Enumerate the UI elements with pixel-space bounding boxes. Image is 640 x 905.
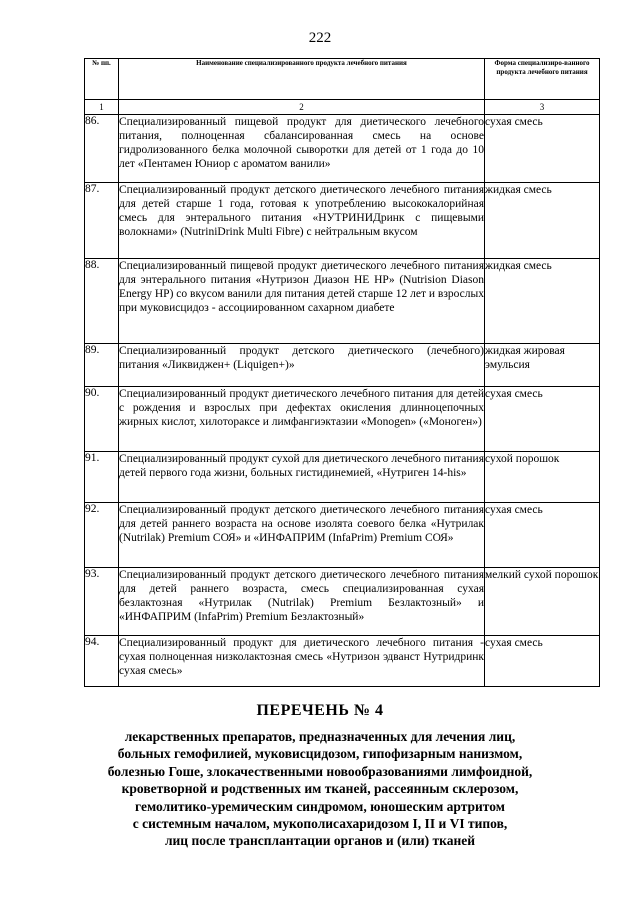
row-number: 91. — [85, 452, 119, 503]
product-form: жидкая смесь — [485, 183, 600, 259]
subtitle-line: болезнью Гоше, злокачественными новообразованиями лимфоидной, — [107, 763, 533, 779]
product-form: сухая смесь — [485, 503, 600, 568]
product-name: Специализированный пищевой продукт диетического лечебного питания для энтерального питания «Нутризон Диазон НЕ HP» (Nutrision Diason Energy HP) со вкусом ванили для питания детей старше 12 лет и взрослых при муковисцидоз - ассоциированном сахарном диабете — [119, 259, 485, 344]
column-number: 3 — [485, 100, 600, 115]
row-number: 93. — [85, 568, 119, 636]
subtitle-line: лиц после трансплантации органов и (или) тканей — [164, 833, 476, 849]
product-name: Специализированный продукт детского диетического (лечебного) питания «Ликвиджен+ (Liquigen+)» — [119, 344, 485, 387]
subtitle-line: гемолитико-уремическим синдромом, юношеским артритом — [135, 798, 505, 814]
row-number: 90. — [85, 387, 119, 452]
subtitle-line: кроветворной и родственных им тканей, рассеянным склерозом, — [121, 781, 519, 797]
header-form: Форма специализиро-ванного продукта лечебного питания — [485, 59, 600, 100]
row-number: 87. — [85, 183, 119, 259]
product-name: Специализированный продукт сухой для диетического лечебного питания детей первого года жизни, больных гистидинемией, «Нутриген 14-his» — [119, 452, 485, 503]
subtitle-line: с системным началом, мукополисахаридозом I, II и VI типов, — [132, 816, 508, 832]
subtitle-line: лекарственных препаратов, предназначенных для лечения лиц, — [124, 729, 516, 744]
row-number: 88. — [85, 259, 119, 344]
table-row — [85, 452, 600, 503]
product-name: Специализированный пищевой продукт для диетического лечебного питания, полноценная сбалансированная смесь на основе гидролизованного белка молочной сыворотки для детей от 1 года до 10 лет «Пентамен Юниор с ароматом ванили» — [119, 115, 485, 183]
product-name: Специализированный продукт детского диетического лечебного питания для детей раннего возраста на основе изолята соевого белка «Нутрилак (Nutrilak) Premium СОЯ» и «ИНФАПРИМ (InfaPrim) Premium СОЯ» — [119, 503, 485, 568]
table-row — [85, 259, 600, 344]
column-number: 2 — [119, 100, 485, 115]
product-form: сухая смесь — [485, 636, 600, 687]
table-row — [85, 183, 600, 259]
product-form: мелкий сухой порошок — [485, 568, 600, 636]
column-numbers-row — [85, 100, 600, 115]
row-number: 89. — [85, 344, 119, 387]
row-number: 92. — [85, 503, 119, 568]
table-row — [85, 568, 600, 636]
products-table — [84, 58, 600, 687]
product-name: Специализированный продукт детского диетического лечебного питания для детей раннего возраста, смесь специализированная сухая безлактозная «Нутрилак (Nutrilak) Premium Безлактозный» и «ИНФАПРИМ (InfaPrim) Premium Безлактозный» — [119, 568, 485, 636]
table-row — [85, 115, 600, 183]
row-number: 86. — [85, 115, 119, 183]
product-name: Специализированный продукт для диетического лечебного питания - сухая полноценная низколактозная смесь «Нутризон эдванст Нутридринк сухая смесь» — [119, 636, 485, 687]
product-form: жидкая жировая эмульсия — [485, 344, 600, 387]
subtitle-line: больных гемофилией, муковисцидозом, гипофизарным нанизмом, — [117, 746, 523, 762]
list-title: ПЕРЕЧЕНЬ № 4 — [256, 702, 384, 719]
table-row — [85, 344, 600, 387]
product-name: Специализированный продукт диетического лечебного питания для детей с рождения и взрослых при дефектах окисления длинноцепочных жирных кислот, хилотораксе и лимфангиэктазии «Monogen» («Моноген») — [119, 387, 485, 452]
product-form: сухой порошок — [485, 452, 600, 503]
product-form: сухая смесь — [485, 387, 600, 452]
list-subtitle — [60, 728, 580, 850]
product-form: жидкая смесь — [485, 259, 600, 344]
table-row — [85, 387, 600, 452]
table-row — [85, 636, 600, 687]
column-number: 1 — [85, 100, 119, 115]
product-name: Специализированный продукт детского диетического лечебного питания для детей старше 1 года, готовая к употреблению высококалорийная смесь для энтерального питания «НУТРИНИДринк с пищевыми волокнами» (NutriniDrink Multi Fibre) с нейтральным вкусом — [119, 183, 485, 259]
page-number: 222 — [308, 30, 332, 46]
table-row — [85, 503, 600, 568]
header-num: № пп. — [85, 59, 119, 100]
table-header-row — [85, 59, 600, 100]
row-number: 94. — [85, 636, 119, 687]
product-form: сухая смесь — [485, 115, 600, 183]
header-name: Наименование специализированного продукта лечебного питания — [119, 59, 485, 100]
